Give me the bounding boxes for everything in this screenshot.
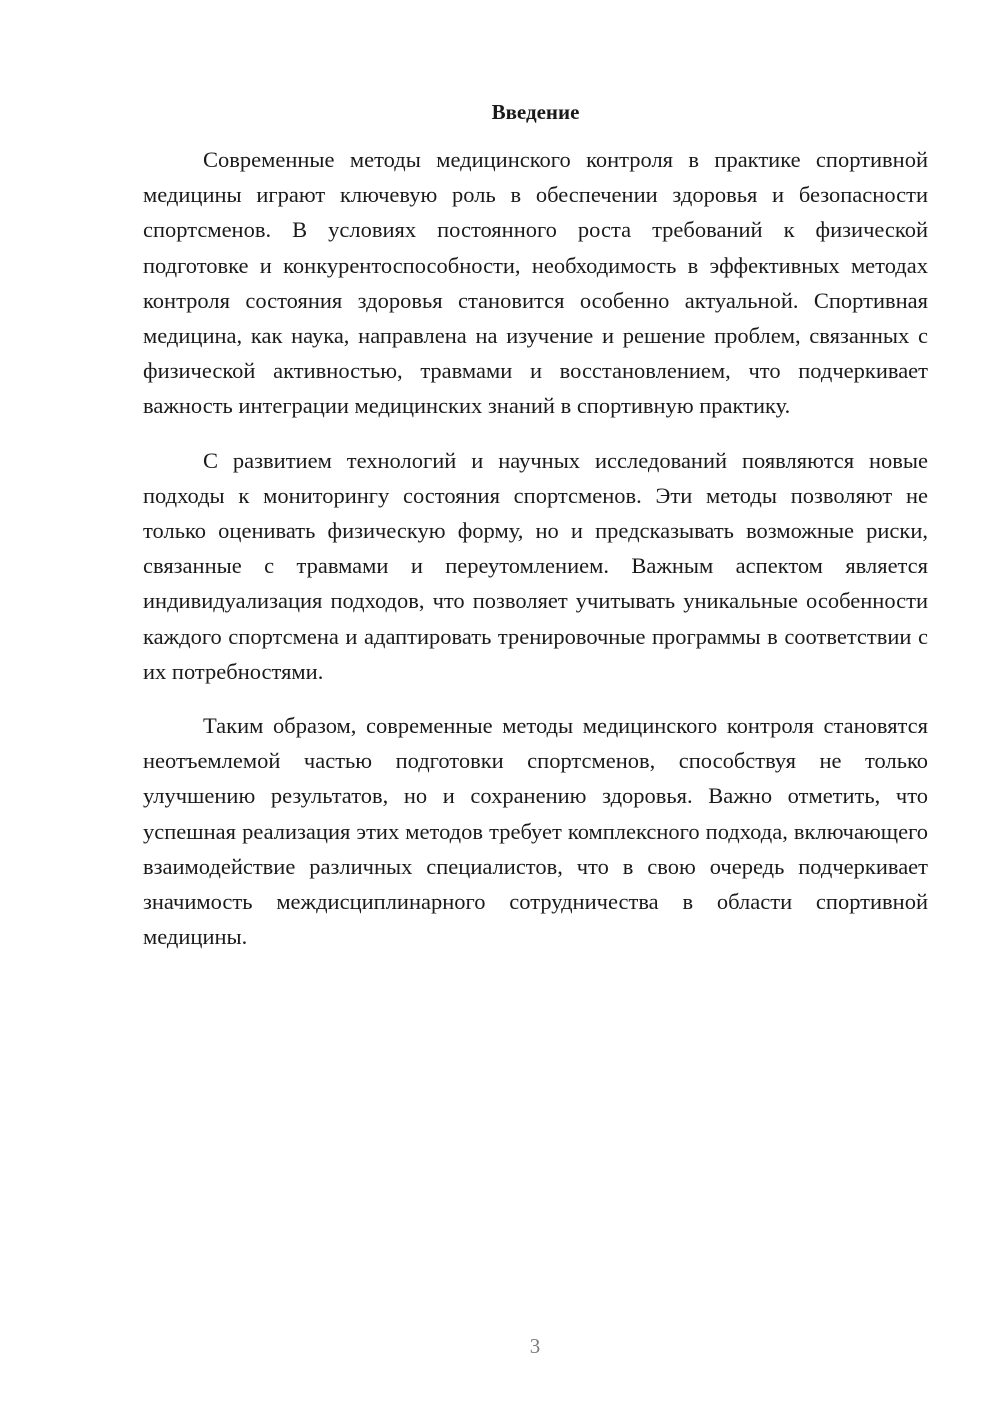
paragraph-2: С развитием технологий и научных исследований появляются новые подходы к мониторингу состояния спортсменов. Эти методы позволяют не только оценивать физическую форму, но и предсказывать возможные риски, связанные с травмами и переутомлением. Важным аспектом является индивидуализация подходов, что позволяет учитывать уникальные особенности каждого спортсмена и адаптировать тренировочные программы в соответствии с их потребностями.	[143, 447, 928, 684]
page-number: 3	[529, 1334, 541, 1358]
paragraph-3: Таким образом, современные методы медицинского контроля становятся неотъемлемой частью подготовки спортсменов, способствуя не только улучшению результатов, но и сохранению здоровья. Важно отметить, что успешная реализация этих методов требует комплексного подхода, включающего взаимодействие различных специалистов, что в свою очередь подчеркивает значимость междисциплинарного сотрудничества в области спортивной медицины.	[143, 713, 928, 950]
page-title: Введение	[491, 100, 580, 124]
body-text	[143, 142, 928, 973]
paragraph-1: Современные методы медицинского контроля в практике спортивной медицины играют ключевую роль в обеспечении здоровья и безопасности спортсменов. В условиях постоянного роста требований к физической подготовке и конкурентоспособности, необходимость в эффективных методах контроля состояния здоровья становится особенно актуальной. Спортивная медицина, как наука, направлена на изучение и решение проблем, связанных с физической активностью, травмами и восстановлением, что подчеркивает важность интеграции медицинских знаний в спортивную практику.	[143, 147, 928, 419]
